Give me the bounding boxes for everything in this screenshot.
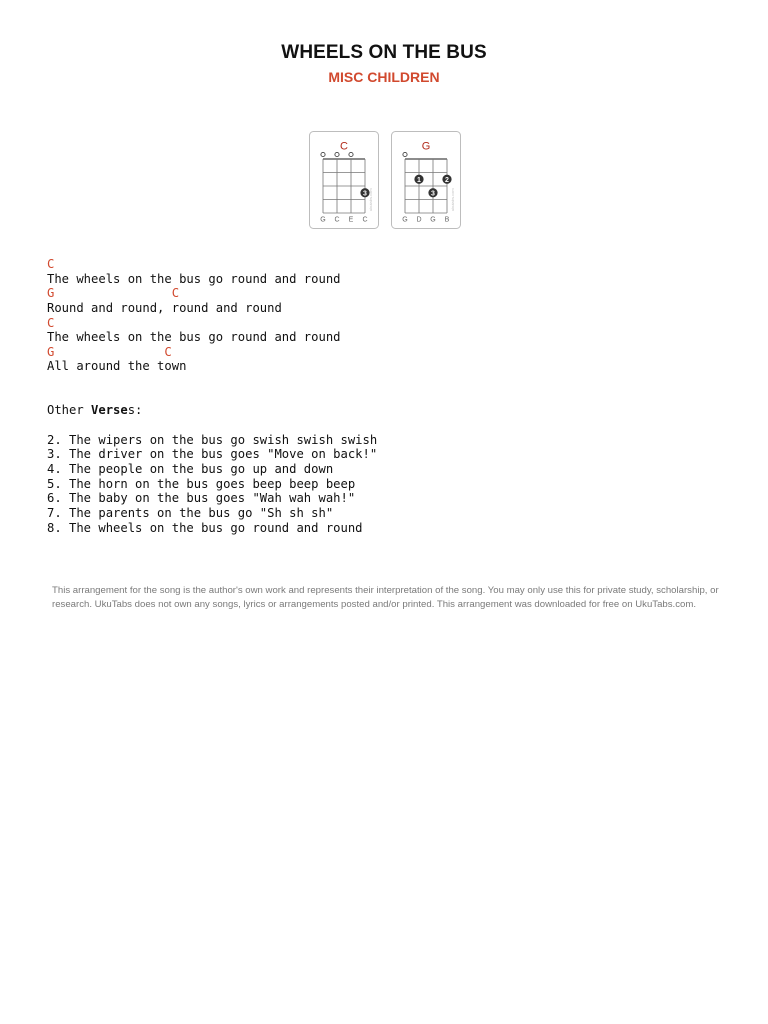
chord-diagram-g	[391, 131, 461, 229]
finger-number: 3	[431, 190, 435, 198]
watermark-text: ukutabs.com	[450, 188, 455, 211]
string-name-label: G	[430, 216, 436, 224]
lyric-line: Round and round, round and round	[47, 300, 282, 315]
string-name-label: E	[348, 216, 354, 224]
chord-line: C	[47, 315, 55, 330]
verse-line: 4. The people on the bus go up and down	[47, 461, 334, 476]
chord-line: C	[47, 257, 55, 271]
lyrics-sheet	[47, 257, 747, 535]
chord-line: G C	[47, 286, 180, 301]
chord-c-svg	[309, 131, 379, 229]
string-name-label: C	[334, 216, 340, 224]
finger-number: 3	[363, 190, 367, 198]
string-name-label: G	[320, 216, 326, 224]
chord-g-svg	[391, 131, 461, 229]
string-name-label: C	[362, 216, 368, 224]
lyric-line: The wheels on the bus go round and round	[47, 271, 341, 286]
string-name-label: B	[444, 216, 450, 224]
other-verses-suffix: s:	[127, 403, 143, 418]
verse-line: 5. The horn on the bus goes beep beep beep	[47, 476, 356, 491]
string-name-label: D	[416, 216, 422, 224]
finger-number: 1	[417, 176, 421, 184]
chord-diagrams	[309, 131, 463, 231]
finger-number: 2	[445, 176, 449, 184]
lyric-line: All around the town	[47, 359, 187, 374]
verse-line: 7. The parents on the bus go "Sh sh sh"	[47, 505, 334, 520]
watermark-text: ukutabs.com	[368, 188, 373, 211]
footer-disclaimer: This arrangement for the song is the author's own work and represents their interpretation of the song. You may only use this for private study, scholarship, or research. UkuTabs does not own any songs, lyrics or arrangements posted and/or printed. This arrangement was downloaded for free on UkuTabs.com.	[52, 585, 719, 610]
chord-diagram-c	[309, 131, 379, 229]
verse-line: 6. The baby on the bus goes "Wah wah wah!"	[47, 491, 356, 506]
chord-line: G C	[47, 344, 172, 359]
song-title: WHEELS ON THE BUS	[281, 42, 487, 63]
verse-line: 3. The driver on the bus goes "Move on back!"	[47, 447, 378, 462]
verse-line: 8. The wheels on the bus go round and round	[47, 520, 363, 535]
lyric-line: The wheels on the bus go round and round	[47, 330, 341, 345]
chord-name: C	[340, 140, 348, 153]
other-verses-prefix: Other	[47, 403, 92, 418]
other-verses-heading	[47, 403, 747, 418]
verse-line: 2. The wipers on the bus go swish swish swish	[47, 432, 378, 447]
string-name-label: G	[402, 216, 408, 224]
other-verses-bold: Verse	[91, 403, 128, 418]
chord-name: G	[421, 140, 431, 153]
song-artist: MISC CHILDREN	[328, 69, 440, 85]
